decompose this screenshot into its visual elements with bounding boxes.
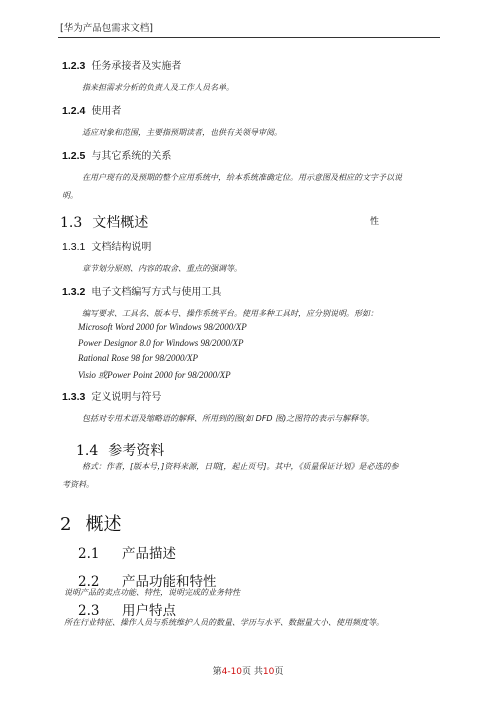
section-title: 产品功能和特性 — [122, 574, 217, 590]
tool-line: Visio 或Power Point 2000 for 98/2000/XP — [78, 370, 231, 380]
footer-total-pages: 10 — [262, 667, 275, 677]
section-title: 文档概述 — [92, 215, 149, 231]
section-number: 2 — [60, 514, 72, 535]
heading-1-3-1 — [62, 238, 151, 253]
paragraph-1-3-1: 章节划分原则、内容的取舍、重点的强调等。 — [82, 264, 242, 273]
page-footer — [0, 664, 496, 677]
footer-prefix: 第 — [212, 667, 222, 677]
paragraph-1-2-3: 指来担需求分析的负责人及工作人员名单。 — [82, 83, 234, 92]
heading-2 — [60, 510, 121, 536]
section-title: 使用者 — [91, 106, 122, 117]
section-title: 参考资料 — [108, 443, 165, 459]
section-number: 2.3 — [78, 603, 100, 619]
paragraph-1-2-5-line-2: 明。 — [62, 191, 78, 200]
section-title: 与其它系统的关系 — [91, 151, 172, 162]
section-number: 1.2.3 — [62, 60, 86, 72]
section-number: 1.3.3 — [62, 391, 86, 403]
section-number: 2.1 — [78, 546, 100, 562]
paragraph-1-2-4: 适应对象和范围，主要指预期读者，也供有关领导审阅。 — [82, 128, 282, 137]
section-number: 1.3.2 — [62, 286, 86, 298]
paragraph-2-3: 所在行业特征、操作人员与系统维护人员的数量、学历与水平、数据量大小、使用频度等。 — [64, 618, 384, 627]
section-title: 电子文档编写方式与使用工具 — [91, 287, 222, 298]
paragraph-1-3-2: 编写要求、工具名、版本号、操作系统平台。使用多种工具时，应分别说明。形如： — [82, 309, 378, 318]
paragraph-2-2: 说明产品的卖点功能、特性，说明完成的业务特性 — [64, 588, 240, 597]
paragraph-1-2-5-line-1: 在用户现有的及预期的整个应用系统中，给本系统准确定位。用示意图及相应的文字予以说 — [82, 173, 402, 182]
section-number: 1.2.4 — [62, 105, 86, 117]
heading-1-3 — [60, 212, 148, 232]
section-title: 定义说明与符号 — [91, 392, 162, 403]
stray-character: 性 — [370, 217, 380, 227]
paragraph-1-4-line-1: 格式：作者，[版本号，]资料来源，日期[，起止页号]。其中，《质量保证计划》是必选的参 — [82, 462, 399, 471]
heading-1-2-4 — [62, 102, 121, 117]
heading-1-3-2 — [62, 283, 221, 298]
section-number: 1.4 — [76, 443, 99, 459]
section-number: 2.2 — [78, 574, 100, 590]
section-title: 产品描述 — [122, 546, 176, 562]
heading-2-1 — [78, 542, 176, 562]
heading-1-3-3 — [62, 388, 161, 403]
heading-1-2-5 — [62, 147, 171, 162]
paragraph-1-4-line-2: 考资料。 — [62, 480, 94, 489]
heading-1-4 — [76, 440, 164, 460]
paragraph-1-3-3: 包括对专用术语及缩略语的解释、所用到的图(如 DFD 图)之图符的表示与解释等。 — [82, 414, 375, 423]
tool-line: Microsoft Word 2000 for Windows 98/2000/XP — [78, 322, 247, 332]
heading-1-2-3 — [62, 57, 181, 72]
heading-2-3 — [78, 599, 176, 619]
section-number: 1.3 — [60, 215, 83, 231]
header-divider — [58, 37, 440, 38]
tool-line: Power Designor 8.0 for Windows 98/2000/XP — [78, 338, 244, 348]
document-header: [华为产品包需求文档] — [60, 23, 153, 34]
footer-current-page: 4-10 — [221, 667, 243, 677]
footer-middle: 页 共 — [242, 667, 263, 677]
section-number: 1.3.1 — [62, 241, 86, 253]
footer-suffix: 页 — [274, 667, 284, 677]
section-title: 概述 — [85, 514, 122, 535]
section-title: 用户特点 — [122, 603, 176, 619]
section-number: 1.2.5 — [62, 150, 86, 162]
section-title: 任务承接者及实施者 — [91, 61, 182, 72]
section-title: 文档结构说明 — [91, 242, 152, 253]
tool-line: Rational Rose 98 for 98/2000/XP — [78, 353, 198, 363]
